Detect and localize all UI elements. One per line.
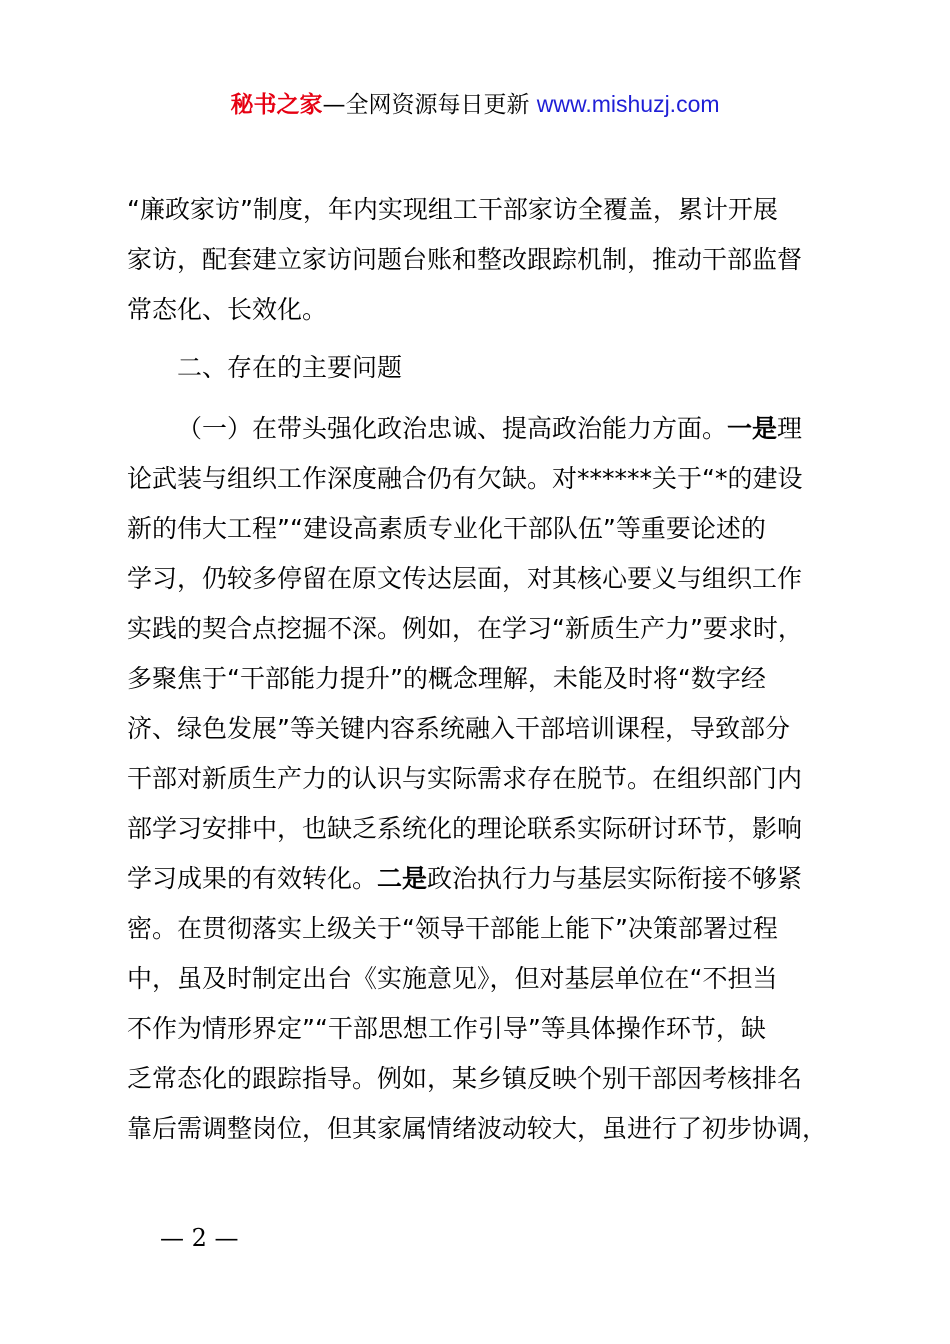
text-span: 理 [777,414,803,443]
text-line: 多聚焦于“干部能力提升”的概念理解，未能及时将“数字经 [127,664,766,693]
text-line: 家访，配套建立家访问题台账和整改跟踪机制，推动干部监督 [127,245,803,274]
problem-paragraph [127,404,857,1154]
text-span: 政治执行力与基层实际衔接不够紧 [427,864,803,893]
intro-paragraph [127,185,857,335]
text-line: 新的伟大工程”“建设高素质专业化干部队伍”等重要论述的 [127,514,766,543]
page-number: — 2 — [160,1224,239,1252]
text-line: 干部对新质生产力的认识与实际需求存在脱节。在组织部门内 [127,764,803,793]
text-line: 乏常态化的跟踪指导。例如，某乡镇反映个别干部因考核排名 [127,1064,803,1093]
text-line [127,854,857,904]
section-heading: 二、存在的主要问题 [177,353,403,382]
site-url-link[interactable]: www.mishuzj.com [536,91,720,117]
text-line: 密。在贯彻落实上级关于“领导干部能上能下”决策部署过程 [127,914,778,943]
brand-name: 秘书之家 [230,92,323,118]
text-line [127,404,857,454]
text-line: 济、绿色发展”等关键内容系统融入干部培训课程，导致部分 [127,714,790,743]
text-line: 中，虽及时制定出台《实施意见》，但对基层单位在“不担当 [127,964,778,993]
text-line: “廉政家访”制度，年内实现组工干部家访全覆盖，累计开展 [127,195,778,224]
text-line: 部学习安排中，也缺乏系统化的理论联系实际研讨环节，影响 [127,814,803,843]
text-line: 论武装与组织工作深度融合仍有欠缺。对******关于“*的建设 [127,464,803,493]
text-line: 学习，仍较多停留在原文传达层面，对其核心要义与组织工作 [127,564,803,593]
point-marker-two: 二是 [377,864,428,893]
text-line: 不作为情形界定”“干部思想工作引导”等具体操作环节，缺 [127,1014,766,1043]
text-line: 靠后需调整岗位，但其家属情绪波动较大，虽进行了初步协调， [127,1114,828,1143]
text-line: 实践的契合点挖掘不深。例如，在学习“新质生产力”要求时， [127,614,803,643]
site-banner [0,88,950,121]
point-marker-one: 一是 [727,414,778,443]
subheading-text: （一）在带头强化政治忠诚、提高政治能力方面。 [177,414,728,443]
text-span: 学习成果的有效转化。 [127,864,378,893]
banner-tagline: —全网资源每日更新 [322,92,537,118]
text-line: 常态化、长效化。 [127,295,328,324]
